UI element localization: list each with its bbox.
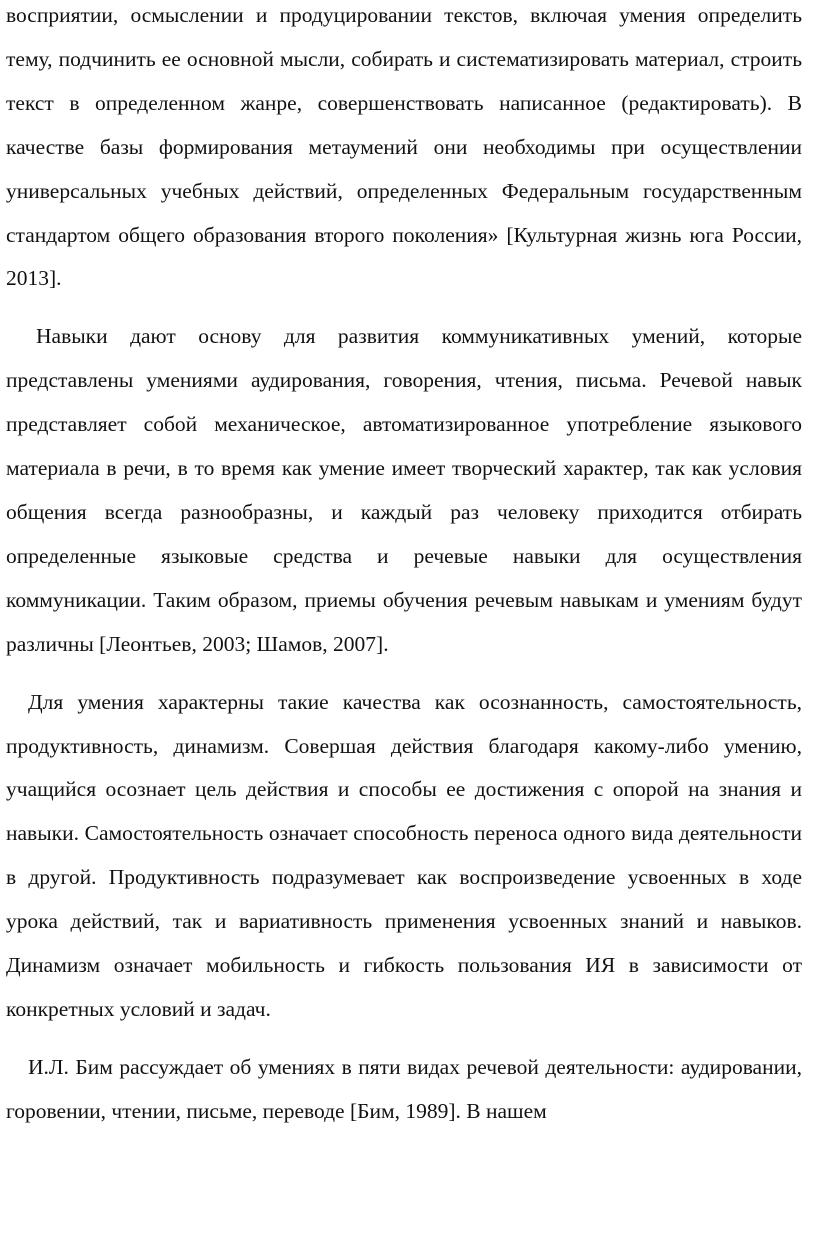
paragraph-1: восприятии, осмыслении и продуцировании текстов, включая умения определить тему, подчинить ее основной мысли, собирать и систематизировать материал, строить текст в определенном жанре, совершенствовать написанное (редактировать). В качестве базы формирования метаумений они необходимы при осуществлении универсальных учебных действий, определенных Федеральным государственным стандартом общего образования второго поколения» [Культурная жизнь юга России, 2013]. <box>6 3 802 291</box>
paragraph-2: Навыки дают основу для развития коммуникативных умений, которые представлены умениями аудирования, говорения, чтения, письма. Речевой навык представляет собой механическое, автоматизированное употребление языкового материала в речи, в то время как умение имеет творческий характер, так как условия общения всегда разнообразны, и каждый раз человеку приходится отбирать определенные языковые средства и речевые навыки для осуществления коммуникации. Таким образом, приемы обучения речевым навыкам и умениям будут различны [Леонтьев, 2003; Шамов, 2007]. <box>6 324 802 656</box>
paragraph-3: Для умения характерны такие качества как осознанность, самостоятельность, продуктивность, динамизм. Совершая действия благодаря какому-либо умению, учащийся осознает цель действия и способы ее достижения с опорой на знания и навыки. Самостоятельность означает способность переноса одного вида деятельности в другой. Продуктивность подразумевает как воспроизведение усвоенных в ходе урока действий, так и вариативность применения усвоенных знаний и навыков. Динамизм означает мобильность и гибкость пользования ИЯ в зависимости от конкретных условий и задач. <box>6 689 802 1021</box>
paragraph-4: И.Л. Бим рассуждает об умениях в пяти видах речевой деятельности: аудировании, горовении, чтении, письме, переводе [Бим, 1989]. В нашем <box>6 1054 802 1123</box>
